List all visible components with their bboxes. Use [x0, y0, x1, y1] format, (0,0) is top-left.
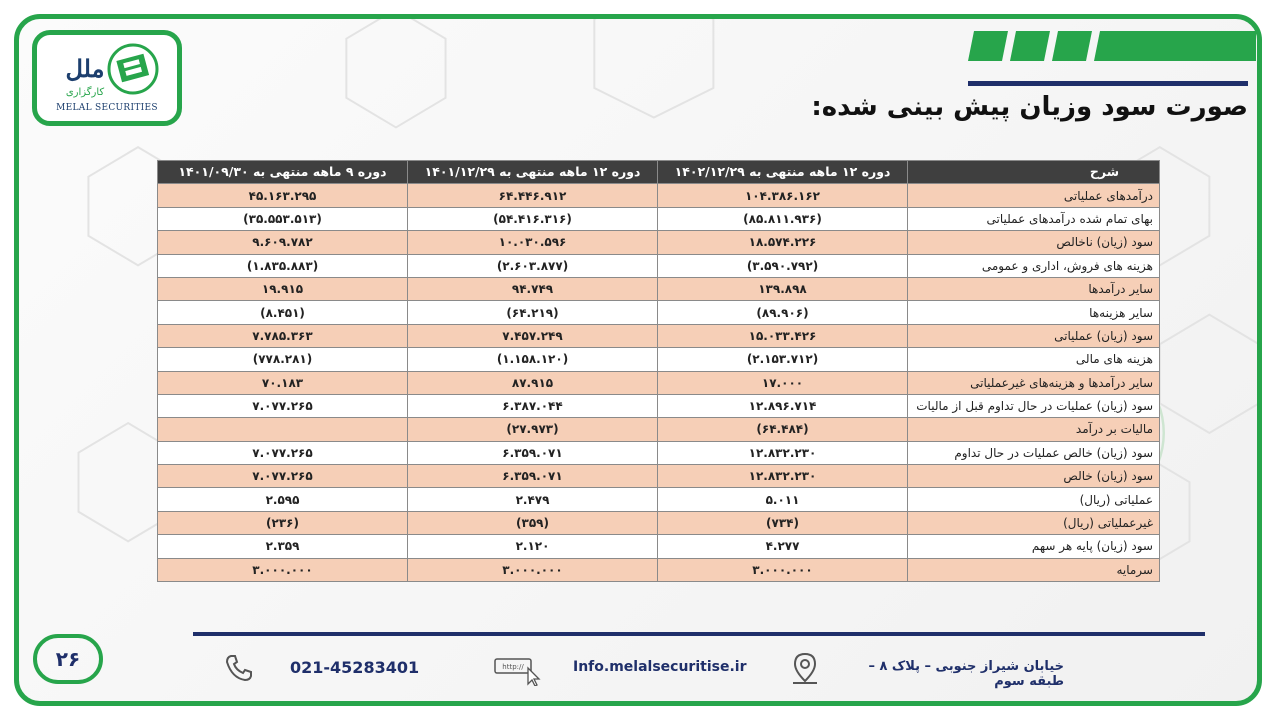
cell-value: ۴.۲۷۷	[658, 535, 908, 558]
row-label: سایر درآمدها و هزینه‌های غیرعملیاتی	[908, 371, 1160, 394]
cell-value: ۱۲.۸۳۲.۲۳۰	[658, 441, 908, 464]
cell-value: ۴۵.۱۶۳.۲۹۵	[158, 184, 408, 207]
table-row	[158, 418, 1160, 441]
table-row	[158, 254, 1160, 277]
table-row	[158, 511, 1160, 534]
address-text: خیابان شیراز جنوبی – پلاک ۸ –طبقه سوم	[868, 659, 1064, 689]
cell-value: (۸.۴۵۱)	[158, 301, 408, 324]
cell-value: ۷.۴۵۷.۲۴۹	[408, 324, 658, 347]
header-stripes	[966, 31, 1256, 61]
location-pin-icon	[790, 651, 820, 685]
row-label: سایر درآمدها	[908, 277, 1160, 300]
table-row	[158, 348, 1160, 371]
cell-value: ۱۷.۰۰۰	[658, 371, 908, 394]
row-label: سایر هزینه‌ها	[908, 301, 1160, 324]
row-label: غیرعملیاتی (ریال)	[908, 511, 1160, 534]
cell-value: ۲.۵۹۵	[158, 488, 408, 511]
cell-value: (۶۴.۲۱۹)	[408, 301, 658, 324]
cell-value: ۷.۰۷۷.۲۶۵	[158, 465, 408, 488]
cell-value: (۷۳۴)	[658, 511, 908, 534]
cell-value: ۱۸.۵۷۴.۲۲۶	[658, 231, 908, 254]
cell-value: (۸۹.۹۰۶)	[658, 301, 908, 324]
cell-value: (۱.۸۳۵.۸۸۳)	[158, 254, 408, 277]
cell-value: ۲.۴۷۹	[408, 488, 658, 511]
cell-value: (۳.۵۹۰.۷۹۲)	[658, 254, 908, 277]
cell-value: ۶.۳۵۹.۰۷۱	[408, 441, 658, 464]
cell-value: ۳.۰۰۰.۰۰۰	[158, 558, 408, 581]
cell-value: (۵۴.۴۱۶.۳۱۶)	[408, 207, 658, 230]
table-row	[158, 394, 1160, 417]
cell-value: ۷.۷۸۵.۳۶۳	[158, 324, 408, 347]
row-label: هزینه های مالی	[908, 348, 1160, 371]
row-label: مالیات بر درآمد	[908, 418, 1160, 441]
cell-value: ۱۳۹.۸۹۸	[658, 277, 908, 300]
table-row	[158, 184, 1160, 207]
row-label: سود (زیان) خالص	[908, 465, 1160, 488]
cell-value: ۷.۰۷۷.۲۶۵	[158, 441, 408, 464]
cell-value: ۷۰.۱۸۳	[158, 371, 408, 394]
row-label: سود (زیان) ناخالص	[908, 231, 1160, 254]
cell-value: (۶۴.۴۸۴)	[658, 418, 908, 441]
cell-value: (۷۷۸.۲۸۱)	[158, 348, 408, 371]
column-header: دوره ۹ ماهه منتهی به ۱۴۰۱/۰۹/۳۰	[158, 161, 408, 184]
cell-value: (۸۵.۸۱۱.۹۳۶)	[658, 207, 908, 230]
web-link-icon	[494, 656, 546, 686]
cell-value: ۱۹.۹۱۵	[158, 277, 408, 300]
table-row	[158, 535, 1160, 558]
table-row	[158, 231, 1160, 254]
row-label: سرمایه	[908, 558, 1160, 581]
cell-value: ۱۰۴.۳۸۶.۱۶۲	[658, 184, 908, 207]
cell-value: (۳۵.۵۵۳.۵۱۳)	[158, 207, 408, 230]
table-row	[158, 301, 1160, 324]
footer-divider	[193, 632, 1205, 636]
row-label: عملیاتی (ریال)	[908, 488, 1160, 511]
logo-latin-text: MELAL SECURITIES	[56, 103, 158, 113]
column-header: دوره ۱۲ ماهه منتهی به ۱۴۰۲/۱۲/۲۹	[658, 161, 908, 184]
cell-value: ۱۲.۸۳۲.۲۳۰	[658, 465, 908, 488]
phone-icon	[224, 653, 254, 683]
row-label: بهای تمام شده درآمدهای عملیاتی	[908, 207, 1160, 230]
table-row	[158, 558, 1160, 581]
table-row	[158, 277, 1160, 300]
cell-value: ۶۴.۴۴۶.۹۱۲	[408, 184, 658, 207]
svg-text:کارگزاری: کارگزاری	[65, 87, 105, 98]
svg-text:ملل: ملل	[65, 54, 105, 83]
logo-emblem	[45, 39, 175, 109]
cell-value: ۳.۰۰۰.۰۰۰	[658, 558, 908, 581]
row-label: سود (زیان) خالص عملیات در حال تداوم	[908, 441, 1160, 464]
income-statement-table	[157, 160, 1160, 582]
svg-text:http://: http://	[502, 663, 524, 671]
row-label: سود (زیان) عملیاتی	[908, 324, 1160, 347]
page-number: ۲۶	[33, 634, 103, 684]
cell-value: ۱۲.۸۹۶.۷۱۴	[658, 394, 908, 417]
cell-value: (۲.۱۵۳.۷۱۲)	[658, 348, 908, 371]
cell-value: ۳.۰۰۰.۰۰۰	[408, 558, 658, 581]
cell-value: ۱۰.۰۳۰.۵۹۶	[408, 231, 658, 254]
title-underline	[968, 81, 1248, 86]
cell-value: (۲۷.۹۷۳)	[408, 418, 658, 441]
website-link[interactable]: Info.melalsecuritise.ir	[573, 659, 747, 675]
company-logo	[32, 30, 182, 126]
table-row	[158, 324, 1160, 347]
slide-title: صورت سود وزیان پیش بینی شده:	[811, 92, 1248, 122]
cell-value: ۶.۳۵۹.۰۷۱	[408, 465, 658, 488]
row-label: سود (زیان) پایه هر سهم	[908, 535, 1160, 558]
cell-value: ۱۵.۰۳۳.۴۲۶	[658, 324, 908, 347]
column-header: شرح	[908, 161, 1160, 184]
table-row	[158, 207, 1160, 230]
cell-value: (۳۵۹)	[408, 511, 658, 534]
cell-value: (۱.۱۵۸.۱۲۰)	[408, 348, 658, 371]
cell-value: ۹۴.۷۴۹	[408, 277, 658, 300]
table-row	[158, 371, 1160, 394]
cell-value: (۲۳۶)	[158, 511, 408, 534]
phone-number[interactable]: 021-45283401	[290, 658, 420, 677]
cell-value: (۲.۶۰۳.۸۷۷)	[408, 254, 658, 277]
table-row	[158, 465, 1160, 488]
table-row	[158, 441, 1160, 464]
cell-value	[158, 418, 408, 441]
table-row	[158, 488, 1160, 511]
cell-value: ۹.۶۰۹.۷۸۲	[158, 231, 408, 254]
cell-value: ۲.۱۲۰	[408, 535, 658, 558]
cell-value: ۶.۳۸۷.۰۴۴	[408, 394, 658, 417]
cell-value: ۲.۳۵۹	[158, 535, 408, 558]
cell-value: ۸۷.۹۱۵	[408, 371, 658, 394]
table-header-row	[158, 161, 1160, 184]
column-header: دوره ۱۲ ماهه منتهی به ۱۴۰۱/۱۲/۲۹	[408, 161, 658, 184]
row-label: سود (زیان) عملیات در حال تداوم قبل از مالیات	[908, 394, 1160, 417]
cell-value: ۵.۰۱۱	[658, 488, 908, 511]
cell-value: ۷.۰۷۷.۲۶۵	[158, 394, 408, 417]
row-label: هزینه های فروش، اداری و عمومی	[908, 254, 1160, 277]
row-label: درآمدهای عملیاتی	[908, 184, 1160, 207]
